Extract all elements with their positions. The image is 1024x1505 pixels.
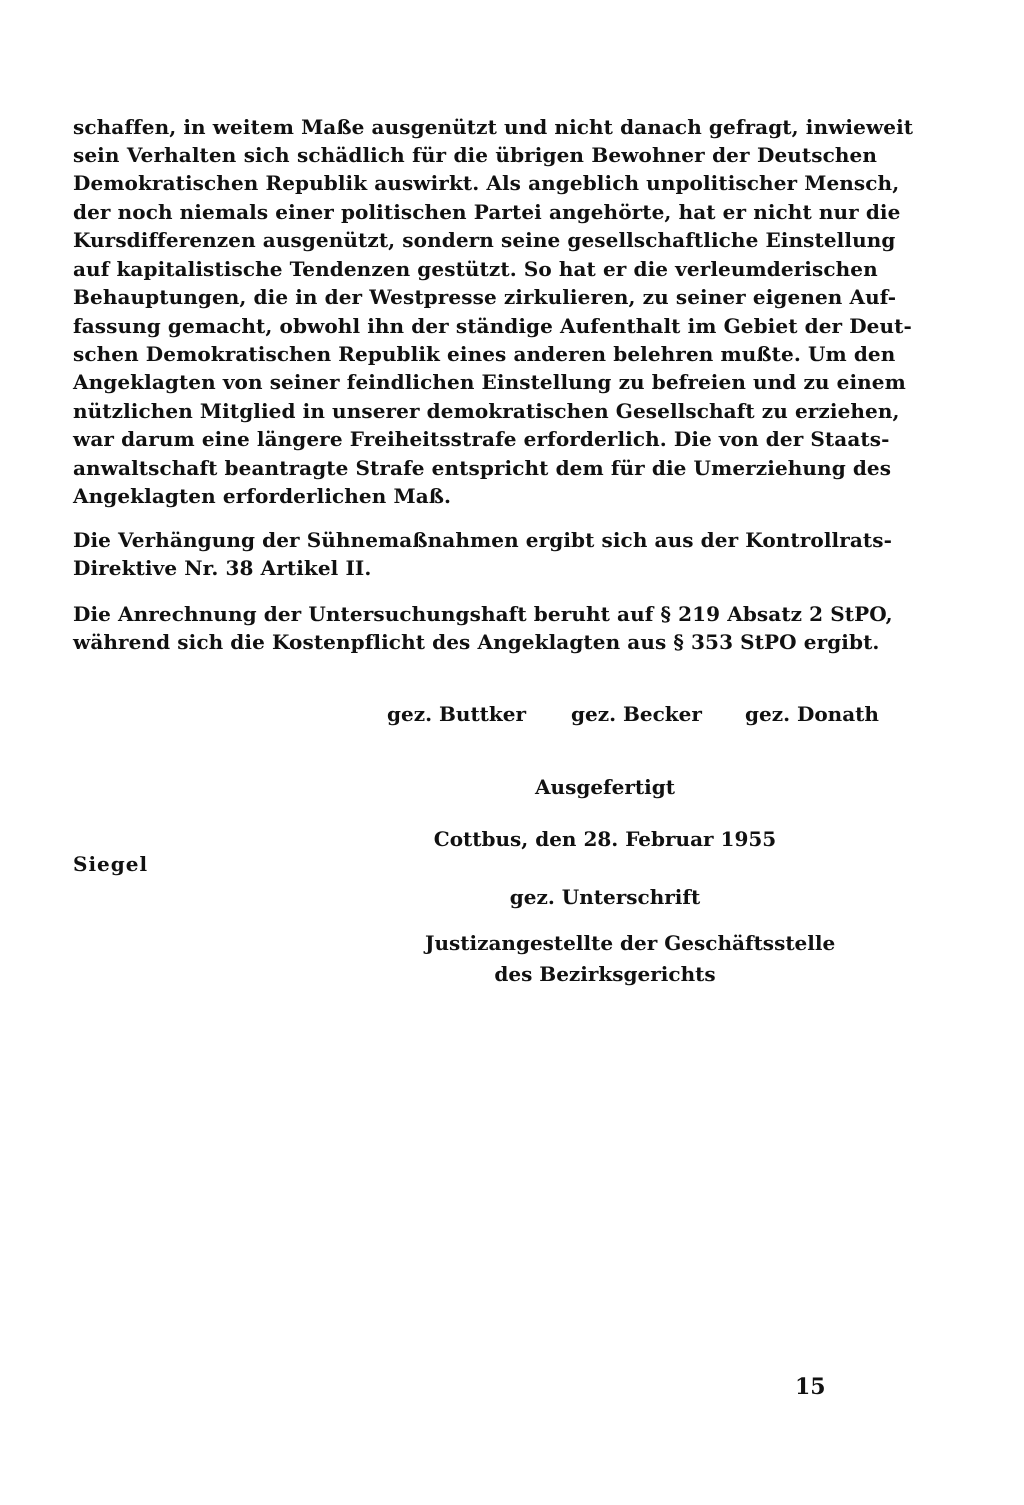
paragraph-line: Die Anrechnung der Untersuchungshaft beruht auf § 219 Absatz 2 StPO, xyxy=(73,602,893,626)
paragraph-line: nützlichen Mitglied in unserer demokratischen Gesellschaft zu erziehen, xyxy=(73,399,900,423)
paragraph-line: war darum eine längere Freiheitsstrafe erforderlich. Die von der Staats- xyxy=(73,427,890,451)
clerk-signature: gez. Unterschrift xyxy=(509,885,701,909)
paragraph-line: während sich die Kostenpflicht des Angeklagten aus § 353 StPO ergibt. xyxy=(73,630,880,654)
paragraph-line: Die Verhängung der Sühnemaßnahmen ergibt sich aus der Kontrollrats- xyxy=(73,528,893,552)
signature-donath: gez. Donath xyxy=(745,702,879,726)
signature-buttker: gez. Buttker xyxy=(387,702,527,726)
paragraph-line: Demokratischen Republik auswirkt. Als angeblich unpolitischer Mensch, xyxy=(73,171,900,195)
paragraph-line: fassung gemacht, obwohl ihn der ständige Aufenthalt im Gebiet der Deut- xyxy=(73,314,912,338)
paragraph-line: Angeklagten erforderlichen Maß. xyxy=(73,484,452,508)
seal-label: Siegel xyxy=(73,852,149,876)
paragraph-line: anwaltschaft beantragte Strafe entspricht dem für die Umerziehung des xyxy=(73,456,892,480)
clerk-role-line-1: Justizangestellte der Geschäftsstelle xyxy=(425,931,836,955)
paragraph-line: der noch niemals einer politischen Partei angehörte, hat er nicht nur die xyxy=(73,200,901,224)
signature-becker: gez. Becker xyxy=(571,702,702,726)
executed-label: Ausgefertigt xyxy=(535,775,675,799)
paragraph-line: schen Demokratischen Republik eines anderen belehren mußte. Um den xyxy=(73,342,896,366)
place-date: Cottbus, den 28. Februar 1955 xyxy=(433,827,777,851)
paragraph-line: sein Verhalten sich schädlich für die übrigen Bewohner der Deutschen xyxy=(73,143,877,167)
paragraph-line: Behauptungen, die in der Westpresse zirkulieren, zu seiner eigenen Auf- xyxy=(73,285,897,309)
paragraph-line: Direktive Nr. 38 Artikel II. xyxy=(73,556,372,580)
paragraph-line: Angeklagten von seiner feindlichen Einstellung zu befreien und zu einem xyxy=(73,370,906,394)
clerk-role-line-2: des Bezirksgerichts xyxy=(494,962,716,986)
paragraph-line: Kursdifferenzen ausgenützt, sondern seine gesellschaftliche Einstellung xyxy=(73,228,896,252)
paragraph-line: schaffen, in weitem Maße ausgenützt und nicht danach gefragt, inwieweit xyxy=(73,115,914,139)
page-number: 15 xyxy=(795,1374,826,1400)
paragraph-line: auf kapitalistische Tendenzen gestützt. So hat er die verleumderischen xyxy=(73,257,878,281)
